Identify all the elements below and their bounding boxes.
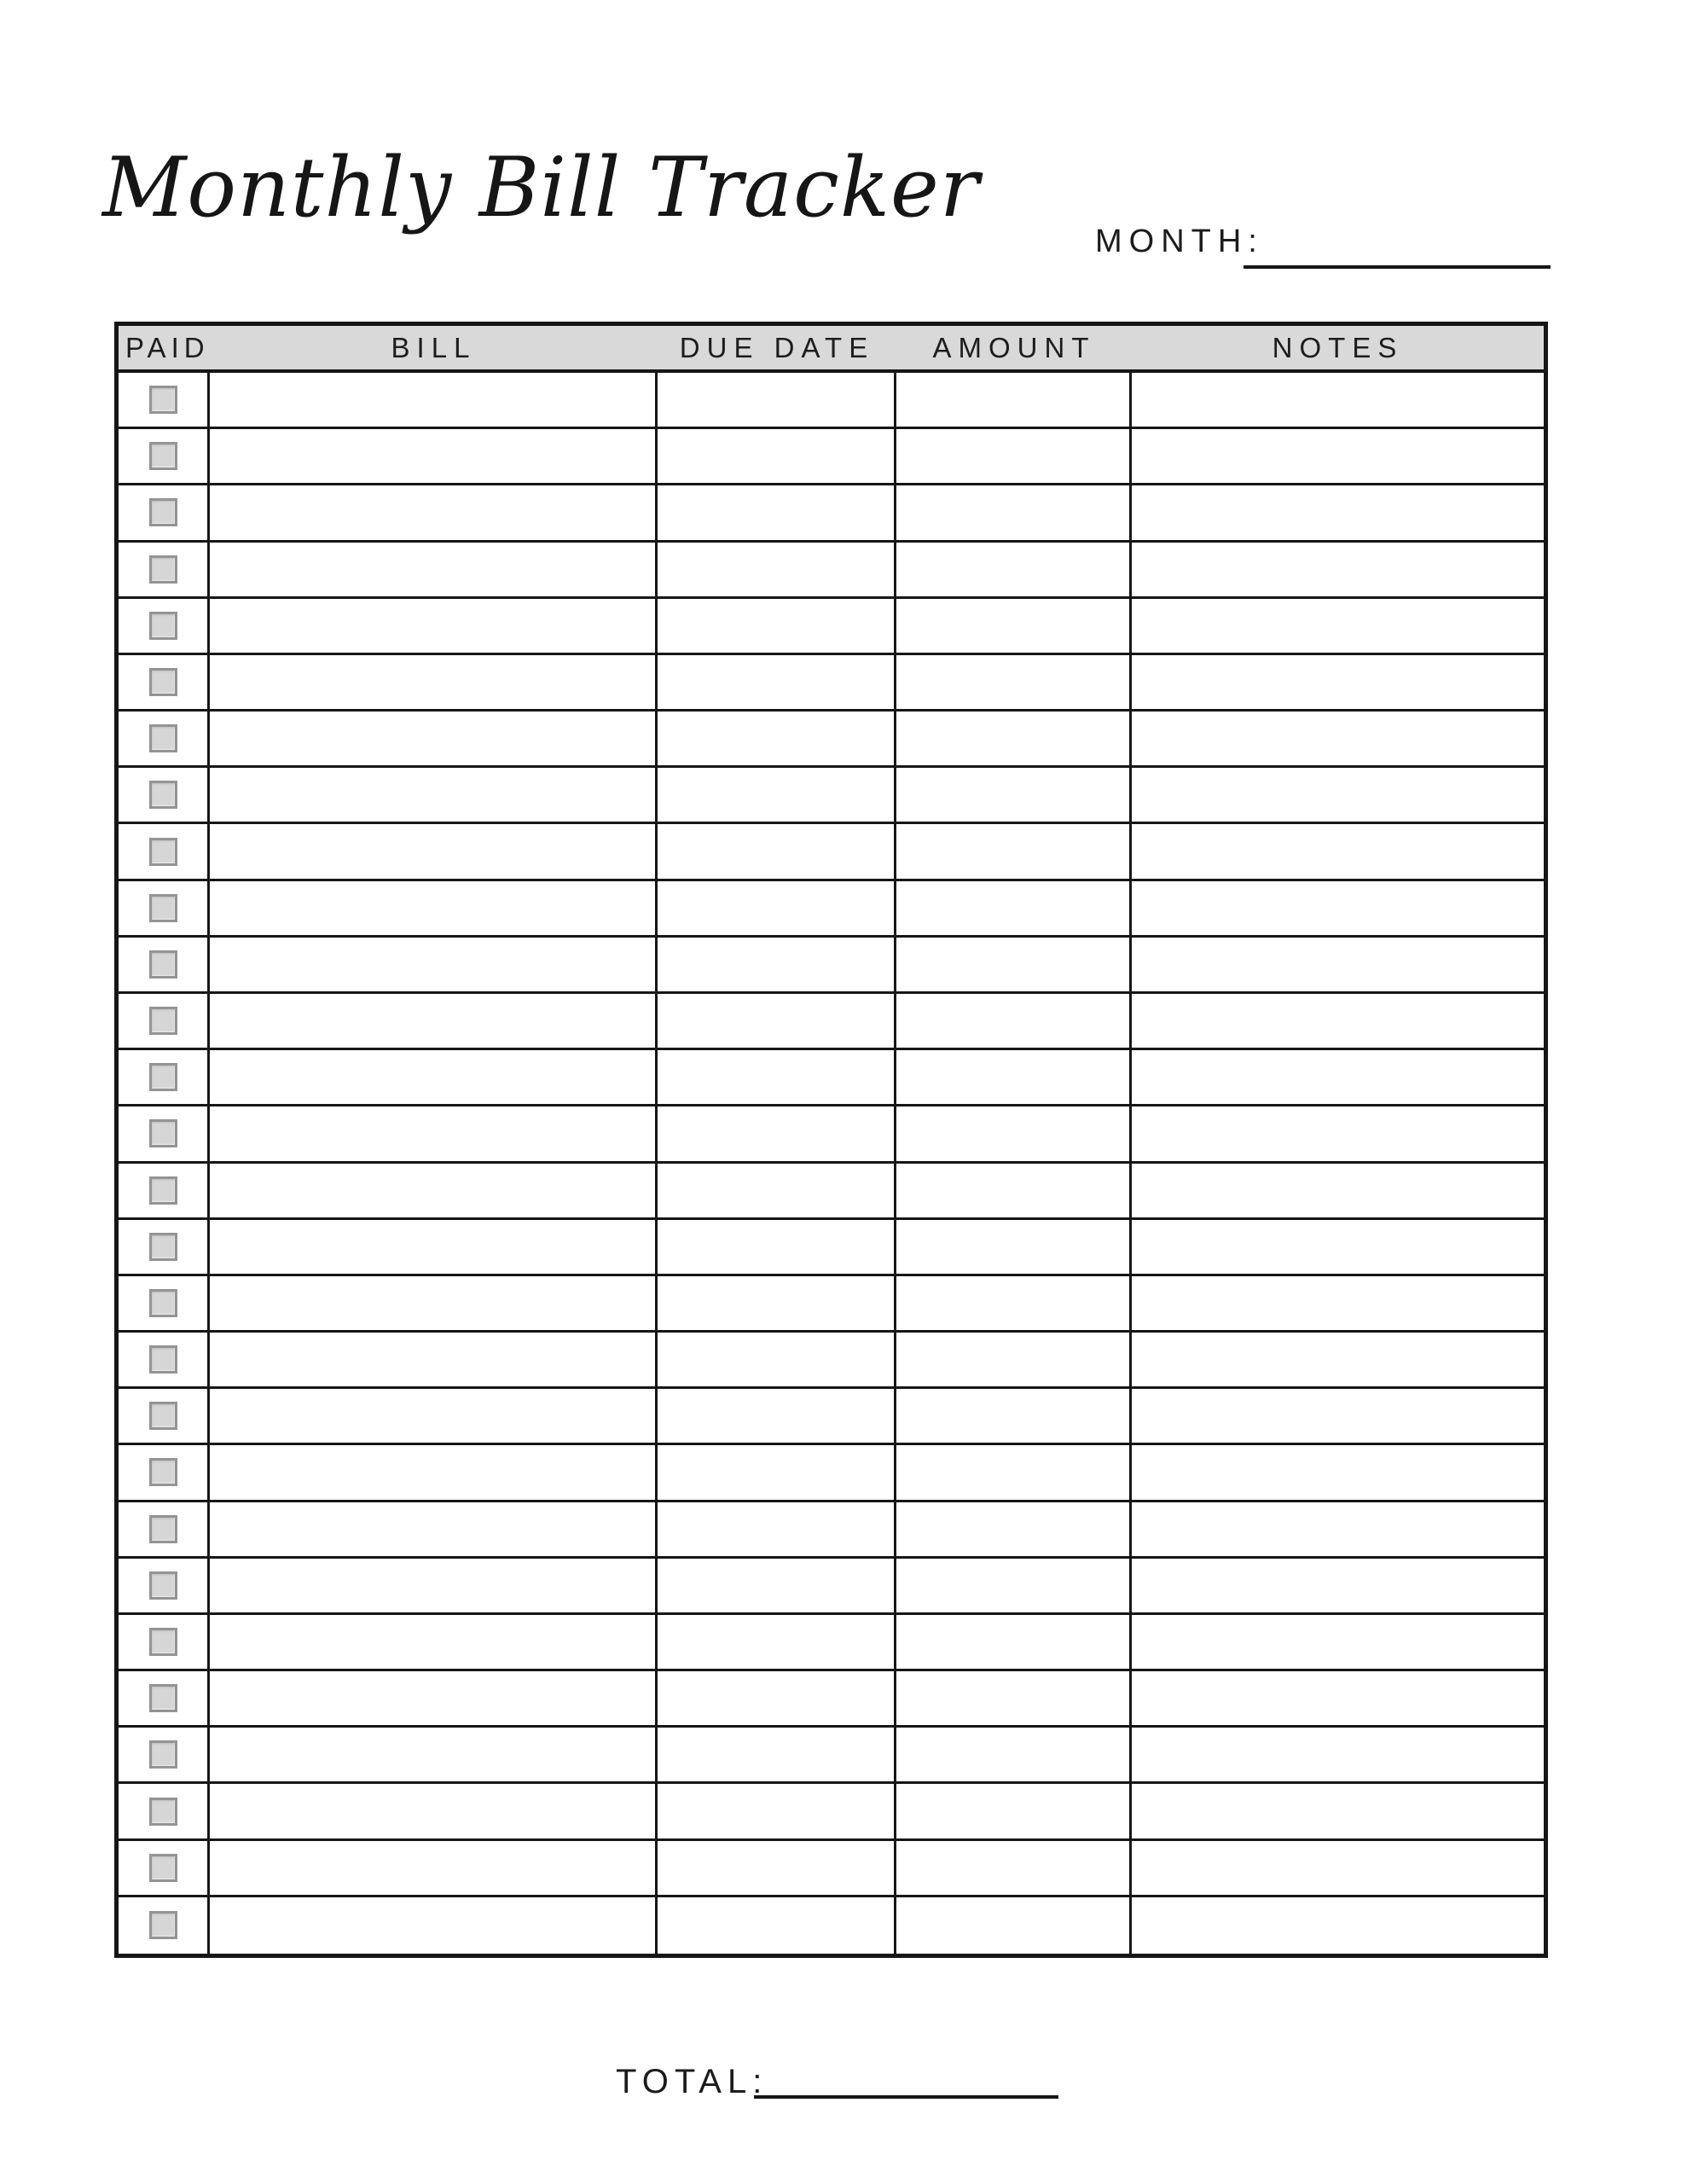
table-row xyxy=(119,429,1544,485)
table-row xyxy=(119,768,1544,824)
notes-cell[interactable] xyxy=(1132,485,1544,539)
due-date-cell[interactable] xyxy=(658,373,896,427)
bill-cell[interactable] xyxy=(210,1164,658,1217)
table-row xyxy=(119,1671,1544,1728)
month-input-line[interactable] xyxy=(1244,265,1551,269)
paid-checkbox[interactable] xyxy=(149,1345,177,1374)
bill-cell[interactable] xyxy=(210,1671,658,1725)
bill-cell[interactable] xyxy=(210,1050,658,1104)
notes-cell[interactable] xyxy=(1132,1107,1544,1160)
due-date-cell[interactable] xyxy=(658,1559,896,1612)
table-row xyxy=(119,994,1544,1050)
paid-checkbox[interactable] xyxy=(149,1289,177,1317)
paid-cell xyxy=(119,485,210,539)
notes-cell[interactable] xyxy=(1132,543,1544,596)
table-row xyxy=(119,599,1544,655)
due-date-cell[interactable] xyxy=(658,1333,896,1386)
table-row xyxy=(119,543,1544,599)
bill-cell[interactable] xyxy=(210,1897,658,1954)
paid-checkbox[interactable] xyxy=(149,1854,177,1882)
paid-checkbox[interactable] xyxy=(149,1911,177,1939)
due-date-cell[interactable] xyxy=(658,1784,896,1838)
amount-cell[interactable] xyxy=(896,1897,1132,1954)
notes-cell[interactable] xyxy=(1132,1671,1544,1725)
paid-checkbox[interactable] xyxy=(149,1515,177,1543)
due-date-cell[interactable] xyxy=(658,824,896,878)
notes-cell[interactable] xyxy=(1132,373,1544,427)
paid-cell xyxy=(119,1615,210,1669)
paid-checkbox[interactable] xyxy=(149,1628,177,1656)
table-row xyxy=(119,1164,1544,1220)
amount-cell[interactable] xyxy=(896,824,1132,878)
table-row xyxy=(119,1559,1544,1615)
bill-cell[interactable] xyxy=(210,994,658,1048)
bill-cell[interactable] xyxy=(210,1502,658,1556)
amount-cell[interactable] xyxy=(896,938,1132,991)
paid-checkbox[interactable] xyxy=(149,781,177,809)
due-date-cell[interactable] xyxy=(658,1107,896,1160)
paid-checkbox[interactable] xyxy=(149,1233,177,1261)
paid-checkbox[interactable] xyxy=(149,1798,177,1826)
table-row xyxy=(119,1389,1544,1445)
paid-cell xyxy=(119,1164,210,1217)
total-field xyxy=(616,2065,768,2099)
month-label: MONTH: xyxy=(1095,224,1264,259)
bill-cell[interactable] xyxy=(210,543,658,596)
amount-cell[interactable] xyxy=(896,994,1132,1048)
notes-cell[interactable] xyxy=(1132,1220,1544,1274)
notes-cell[interactable] xyxy=(1132,938,1544,991)
amount-cell[interactable] xyxy=(896,1728,1132,1781)
table-row xyxy=(119,1615,1544,1671)
amount-cell[interactable] xyxy=(896,1333,1132,1386)
due-date-cell[interactable] xyxy=(658,1164,896,1217)
bill-cell[interactable] xyxy=(210,1615,658,1669)
page-title: Monthly Bill Tracker xyxy=(102,140,980,235)
column-header-bill: BILL xyxy=(391,331,477,363)
paid-cell xyxy=(119,1050,210,1104)
paid-checkbox[interactable] xyxy=(149,386,177,414)
paid-cell xyxy=(119,655,210,709)
paid-checkbox[interactable] xyxy=(149,442,177,470)
table-row xyxy=(119,1107,1544,1163)
due-date-cell[interactable] xyxy=(658,768,896,822)
notes-cell[interactable] xyxy=(1132,1445,1544,1499)
bill-cell[interactable] xyxy=(210,1389,658,1443)
paid-cell xyxy=(119,1445,210,1499)
table-row xyxy=(119,655,1544,712)
table-body xyxy=(119,373,1544,1954)
paid-checkbox[interactable] xyxy=(149,1571,177,1600)
amount-cell[interactable] xyxy=(896,712,1132,765)
amount-cell[interactable] xyxy=(896,1276,1132,1330)
table-row xyxy=(119,1050,1544,1107)
due-date-cell[interactable] xyxy=(658,1276,896,1330)
due-date-cell[interactable] xyxy=(658,543,896,596)
bill-cell[interactable] xyxy=(210,712,658,765)
notes-cell[interactable] xyxy=(1132,1164,1544,1217)
notes-cell[interactable] xyxy=(1132,655,1544,709)
column-header-paid: PAID xyxy=(125,331,210,363)
due-date-cell[interactable] xyxy=(658,1389,896,1443)
paid-cell xyxy=(119,1784,210,1838)
amount-cell[interactable] xyxy=(896,1164,1132,1217)
paid-checkbox[interactable] xyxy=(149,555,177,584)
notes-cell[interactable] xyxy=(1132,1615,1544,1669)
amount-cell[interactable] xyxy=(896,599,1132,653)
paid-checkbox[interactable] xyxy=(149,838,177,866)
paid-cell xyxy=(119,712,210,765)
paid-cell xyxy=(119,1502,210,1556)
paid-cell xyxy=(119,994,210,1048)
paid-cell xyxy=(119,1220,210,1274)
bill-cell[interactable] xyxy=(210,1276,658,1330)
notes-cell[interactable] xyxy=(1132,1389,1544,1443)
due-date-cell[interactable] xyxy=(658,429,896,483)
paid-cell xyxy=(119,1841,210,1895)
paid-cell xyxy=(119,543,210,596)
paid-cell xyxy=(119,429,210,483)
due-date-cell[interactable] xyxy=(658,485,896,539)
table-row xyxy=(119,1502,1544,1559)
paid-checkbox[interactable] xyxy=(149,1684,177,1712)
due-date-cell[interactable] xyxy=(658,994,896,1048)
paid-checkbox[interactable] xyxy=(149,1740,177,1769)
due-date-cell[interactable] xyxy=(658,1050,896,1104)
table-row xyxy=(119,373,1544,429)
notes-cell[interactable] xyxy=(1132,1559,1544,1612)
bill-cell[interactable] xyxy=(210,824,658,878)
table-row xyxy=(119,1841,1544,1897)
notes-cell[interactable] xyxy=(1132,1050,1544,1104)
table-row xyxy=(119,1728,1544,1784)
due-date-cell[interactable] xyxy=(658,1615,896,1669)
bill-cell[interactable] xyxy=(210,429,658,483)
due-date-cell[interactable] xyxy=(658,938,896,991)
notes-cell[interactable] xyxy=(1132,712,1544,765)
amount-cell[interactable] xyxy=(896,1615,1132,1669)
paid-checkbox[interactable] xyxy=(149,1007,177,1035)
amount-cell[interactable] xyxy=(896,1445,1132,1499)
notes-cell[interactable] xyxy=(1132,1841,1544,1895)
amount-cell[interactable] xyxy=(896,655,1132,709)
bill-cell[interactable] xyxy=(210,881,658,935)
notes-cell[interactable] xyxy=(1132,429,1544,483)
amount-cell[interactable] xyxy=(896,1107,1132,1160)
table-row xyxy=(119,938,1544,994)
paid-cell xyxy=(119,768,210,822)
paid-checkbox[interactable] xyxy=(149,1458,177,1486)
due-date-cell[interactable] xyxy=(658,1502,896,1556)
table-row xyxy=(119,1445,1544,1502)
paid-cell xyxy=(119,373,210,427)
amount-cell[interactable] xyxy=(896,1559,1132,1612)
paid-cell xyxy=(119,1897,210,1954)
due-date-cell[interactable] xyxy=(658,1445,896,1499)
bill-cell[interactable] xyxy=(210,1107,658,1160)
paid-checkbox[interactable] xyxy=(149,950,177,979)
bill-cell[interactable] xyxy=(210,1445,658,1499)
bill-cell[interactable] xyxy=(210,599,658,653)
amount-cell[interactable] xyxy=(896,429,1132,483)
due-date-cell[interactable] xyxy=(658,712,896,765)
amount-cell[interactable] xyxy=(896,1502,1132,1556)
month-field xyxy=(1095,225,1264,258)
bill-table xyxy=(114,322,1548,1958)
due-date-cell[interactable] xyxy=(658,655,896,709)
due-date-cell[interactable] xyxy=(658,1841,896,1895)
amount-cell[interactable] xyxy=(896,543,1132,596)
paid-cell xyxy=(119,1389,210,1443)
paid-cell xyxy=(119,1276,210,1330)
bill-cell[interactable] xyxy=(210,768,658,822)
paid-checkbox[interactable] xyxy=(149,668,177,696)
table-row xyxy=(119,712,1544,768)
amount-cell[interactable] xyxy=(896,768,1132,822)
due-date-cell[interactable] xyxy=(658,1220,896,1274)
table-row xyxy=(119,485,1544,542)
notes-cell[interactable] xyxy=(1132,1276,1544,1330)
table-row xyxy=(119,1220,1544,1276)
amount-cell[interactable] xyxy=(896,1220,1132,1274)
column-header-amount: AMOUNT xyxy=(932,331,1096,363)
notes-cell[interactable] xyxy=(1132,1502,1544,1556)
bill-cell[interactable] xyxy=(210,485,658,539)
bill-cell[interactable] xyxy=(210,1841,658,1895)
bill-cell[interactable] xyxy=(210,1728,658,1781)
due-date-cell[interactable] xyxy=(658,1728,896,1781)
paid-cell xyxy=(119,599,210,653)
table-row xyxy=(119,1784,1544,1840)
paid-cell xyxy=(119,1671,210,1725)
table-row xyxy=(119,1897,1544,1954)
due-date-cell[interactable] xyxy=(658,881,896,935)
amount-cell[interactable] xyxy=(896,1841,1132,1895)
paid-cell xyxy=(119,824,210,878)
amount-cell[interactable] xyxy=(896,373,1132,427)
table-row xyxy=(119,1276,1544,1333)
amount-cell[interactable] xyxy=(896,1050,1132,1104)
notes-cell[interactable] xyxy=(1132,881,1544,935)
notes-cell[interactable] xyxy=(1132,1897,1544,1954)
paid-checkbox[interactable] xyxy=(149,894,177,922)
bill-cell[interactable] xyxy=(210,1333,658,1386)
column-header-due-date: DUE DATE xyxy=(679,331,875,363)
amount-cell[interactable] xyxy=(896,1784,1132,1838)
paid-cell xyxy=(119,881,210,935)
paid-checkbox[interactable] xyxy=(149,1119,177,1147)
paid-checkbox[interactable] xyxy=(149,724,177,752)
table-row xyxy=(119,824,1544,880)
amount-cell[interactable] xyxy=(896,881,1132,935)
column-header-notes: NOTES xyxy=(1272,331,1404,363)
table-header-row xyxy=(119,326,1544,373)
paid-checkbox[interactable] xyxy=(149,1063,177,1091)
notes-cell[interactable] xyxy=(1132,1333,1544,1386)
paid-checkbox[interactable] xyxy=(149,612,177,640)
paid-checkbox[interactable] xyxy=(149,498,177,526)
bill-cell[interactable] xyxy=(210,373,658,427)
notes-cell[interactable] xyxy=(1132,1784,1544,1838)
table-row xyxy=(119,881,1544,938)
notes-cell[interactable] xyxy=(1132,1728,1544,1781)
notes-cell[interactable] xyxy=(1132,994,1544,1048)
table-row xyxy=(119,1333,1544,1389)
bill-cell[interactable] xyxy=(210,938,658,991)
notes-cell[interactable] xyxy=(1132,768,1544,822)
amount-cell[interactable] xyxy=(896,1671,1132,1725)
notes-cell[interactable] xyxy=(1132,599,1544,653)
bill-cell[interactable] xyxy=(210,1559,658,1612)
paid-cell xyxy=(119,1333,210,1386)
due-date-cell[interactable] xyxy=(658,599,896,653)
paid-cell xyxy=(119,1728,210,1781)
paid-cell xyxy=(119,1107,210,1160)
bill-cell[interactable] xyxy=(210,1220,658,1274)
amount-cell[interactable] xyxy=(896,485,1132,539)
paid-cell xyxy=(119,938,210,991)
total-label: TOTAL: xyxy=(616,2063,768,2100)
paid-checkbox[interactable] xyxy=(149,1176,177,1205)
amount-cell[interactable] xyxy=(896,1389,1132,1443)
bill-cell[interactable] xyxy=(210,655,658,709)
due-date-cell[interactable] xyxy=(658,1897,896,1954)
due-date-cell[interactable] xyxy=(658,1671,896,1725)
paid-cell xyxy=(119,1559,210,1612)
total-input-line[interactable] xyxy=(754,2095,1058,2099)
notes-cell[interactable] xyxy=(1132,824,1544,878)
bill-cell[interactable] xyxy=(210,1784,658,1838)
paid-checkbox[interactable] xyxy=(149,1402,177,1430)
